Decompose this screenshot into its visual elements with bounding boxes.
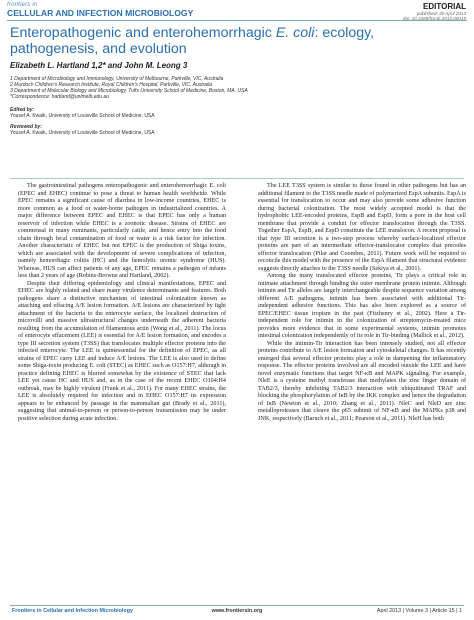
body-column-left: [18, 183, 226, 423]
title-organism: E. coli: [275, 25, 315, 41]
paragraph: Despite their differing epidemiology and clinical manifestations, EPEC and EHEC are highly related and share many virulence determinants and features. Both pathogens share a distinctive mechanism of intestinal colonization known as attaching and effacing A/E lesion formation. A/E lesions are characterized by tight attachment of the bacteria to the enterocyte surface, the localized destruction of microvilli and massive ultrastructural changes underneath the adherent bacteria resulting from the accumulation of filamentous actin (Wong et al., 2011). The locus of enterocyte effacement (LEE) is essential for A/E lesion formation, and encodes a type III secretion system (T3SS) that translocates multiple effector proteins into the infected enterocyte. The LEE is quintessential for the definition of EPEC, as all strains of EPEC carry LEE and induce A/E lesions. The LEE is also used to define some Shiga-toxin producing E. coli (STEC) as EHEC such as O157:H7, although in practice defining EHEC is blurred somewhat by the existence of STEC that lack LEE yet cause HC and HUS and, as in the case of the recent EHEC O104:H4 outbreak, may be highly virulent (Frank et al., 2011). For many EHEC strains, the LEE is absolutely required for infection and in EHEC O157:H7 its expression appears to be enhanced by passage in the mammalian gut (Brady et al., 2011), suggesting that animal-to-person or person-to-person transmission may be under positive selection during acute infection.: [18, 280, 226, 422]
affiliations: [10, 76, 248, 100]
published-date: published: 30 April 2013: [416, 11, 466, 16]
affiliation-1: 1 Department of Microbiology and Immunology, University of Melbourne, Parkville, VIC, Australia: [10, 76, 224, 82]
body-column-right: [258, 183, 466, 423]
edited-by-label: Edited by:: [10, 107, 35, 113]
publication-meta: [403, 11, 466, 22]
doi[interactable]: doi: 10.3389/fcimb.2013.00015: [402, 16, 466, 22]
footer-website[interactable]: www.frontiersin.org: [211, 608, 263, 614]
footer-rule: [10, 605, 464, 606]
footer-citation: April 2013 | Volume 3 | Article 15 | 1: [376, 608, 462, 614]
title-separator: [10, 178, 464, 179]
paragraph: The LEE T3SS system is similar to those found in other pathogens but has an additional filament to the T3SS needle made of polymerized EspA subunits. EspA is essential for translocation to occur and may also provide some adhesive function during bacterial colonization. The most widely accepted model is that the hydrophobic LEE-encoded proteins, EspB and EspD, form a pore in the host cell membrane that provide a conduit for effector translocation through the T3SS. Together EspA, EspB, and EspD constitute the LEE translocon. A recent proposal is that type III secretion is a two-step process whereby surface-localized effector proteins are part of an intermediate effector-translocator complex that precedes effector translocation (Pilar and Coombes, 2011). Future work will be required to reconcile this model with the presence of the EspA filament that structural evidence suggests directly attaches to the T3SS needle (Sekiya et al., 2001).: [258, 183, 466, 272]
affiliation-3: 3 Department of Molecular Biology and Microbiology, Tufts University School of Medicine, Boston, MA, USA: [10, 88, 248, 94]
paragraph: While the intimin-Tir interaction has been intensely studied, not all effector proteins contribute to A/E lesion formation and cytoskeletal changes. It has recently emerged that several effector proteins play a role in dampening the inflammatory response. The effector proteins involved are all encoded outside the LEE and have novel enzymatic functions that target NF-κB and MAPK signaling. For example, NleE is a cysteine methyl transferase that methylates the zinc finger domain of TAB2/3, thereby inhibiting TAB2/3 interaction with ubiquitinated TRAF and blocking the phosphorylation of IκB by the IKK complex and hence the degradation of IκB (Newton et al., 2010; Zhang et al., 2011). NleC and NleD are zinc metalloproteases that cleave the p65 subunit of NF-κB and the MAPKs p38 and JNK, respectively (Baruch et al., 2011; Pearson et al., 2011). NleH has both: [258, 340, 466, 422]
reviewer-name: Yousef A. Kwaik, University of Louisville School of Medicine, USA: [10, 130, 155, 136]
affiliation-2: 2 Murdoch Children's Research Institute, Royal Children's Hospital, Parkville, VIC, Australia: [10, 82, 213, 88]
editor-name: Yousef A. Kwaik, University of Louisville School of Medicine, USA: [10, 113, 155, 119]
paragraph: The gastrointestinal pathogens enteropathogenic and enterohemorrhagic E. coli (EPEC and EHEC) continue to pose a threat to human health worldwide. While EPEC remains a significant cause of diarrhea in low-income countries, EHEC is more common as a food or water-borne pathogen in industrialized countries. A major difference between EPEC and EHEC is that EPEC has only a human reservoir of infection while EHEC is a zoonotic disease. Strains of EHEC are commensal in many ruminants, particularly cattle, and hence entry into the food chain through fecal contamination of food or water is a risk factor for infection. Another characteristic of EHEC but not EPEC is the production of Shiga toxins, which are associated with the development of severe complications of infection, namely hemorrhagic colitis (HC) and the hemolytic uremic syndrome (HUS). Whereas, HUS can affect patients of any age, EPEC remains a pathogen of infants less than 2 years of age (Robins-Browne and Hartland, 2002).: [18, 183, 226, 279]
title-part-1: Enteropathogenic and enterohemorrhagic: [10, 25, 276, 41]
edited-by: [10, 107, 155, 119]
header-rule: [7, 20, 467, 21]
journal-prefix: frontiers in: [7, 2, 38, 8]
article-title: [10, 25, 464, 57]
title-part-2: : ecology, pathogenesis, and evolution: [10, 25, 375, 57]
paragraph: Among the many translocated effector proteins, Tir plays a critical role in intimate attachment through binding the outer membrane protein intimin. Although intimin and Tir alleles are largely interchangeable despite sequence variation among different A/E pathogens, intimin has been associated with additional Tir-independent adhesive functions. This has also been explored as a source of EPEC/EHEC tissue tropism in the past (Fitzhenry et al., 2002). Here a Tir-independent role for intimin in the colonization of streptomycin-treated mice provides more evidence that in some experimental systems, intimin promotes intestinal colonization independently of its role in Tir-binding (Mallick et al., 2012).: [258, 273, 466, 339]
article-type: EDITORIAL: [423, 2, 466, 11]
reviewed-by: [10, 124, 155, 136]
footer-journal: Frontiers in Cellular and Infection Microbiology: [12, 608, 133, 614]
author-list: Elizabeth L. Hartland 1,2* and John M. Leong 3: [10, 61, 188, 70]
correspondence[interactable]: *Correspondence: hartland@unimelb.edu.au: [10, 94, 110, 100]
journal-name: CELLULAR AND INFECTION MICROBIOLOGY: [7, 8, 194, 18]
reviewed-by-label: Reviewed by:: [10, 124, 42, 130]
